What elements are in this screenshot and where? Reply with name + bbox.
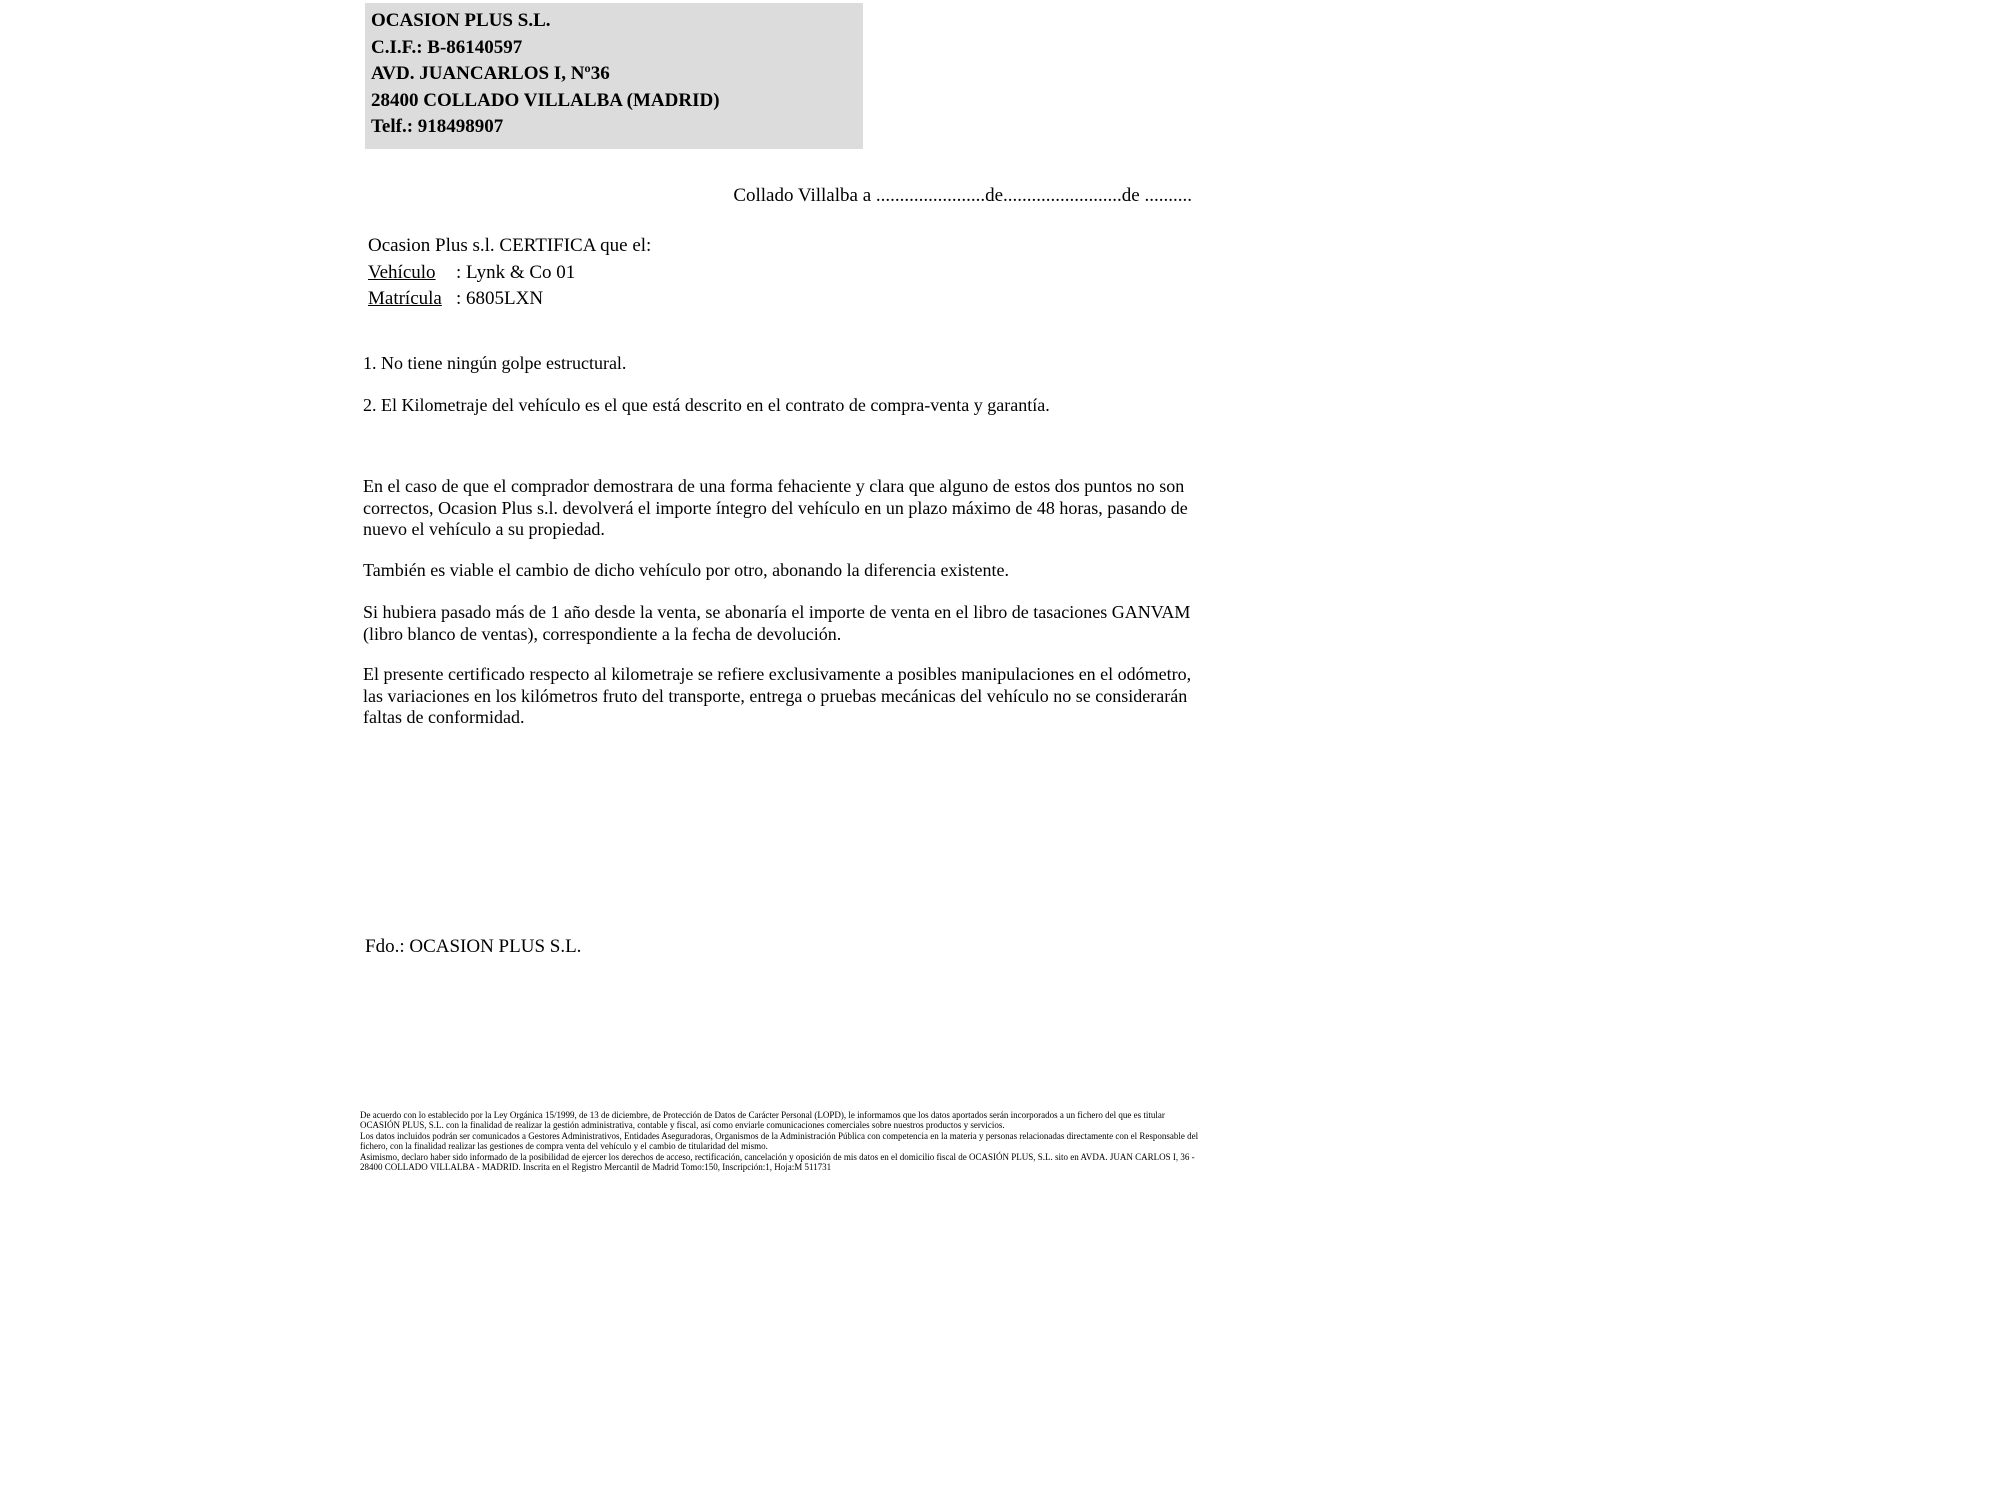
vehicle-label-cell bbox=[368, 260, 456, 287]
body-paragraph-4: El presente certificado respecto al kilometraje se refiere exclusivamente a posibles manipulaciones en el odómetro, las variaciones en los kilómetros fruto del transporte, entrega o pruebas mecánicas del vehículo no se considerarán faltas de conformidad. bbox=[363, 664, 1192, 727]
legal-footer bbox=[360, 1110, 1205, 1172]
body-paragraph-2: También es viable el cambio de dicho vehículo por otro, abonando la diferencia existente. bbox=[363, 560, 1010, 580]
plate-label: Matrícula bbox=[368, 288, 442, 309]
certificate-intro: Ocasion Plus s.l. CERTIFICA que el: bbox=[368, 235, 652, 256]
certificate-block bbox=[368, 233, 651, 313]
vehicle-value: : Lynk & Co 01 bbox=[456, 261, 576, 283]
legal-paragraph-3: Asimismo, declaro haber sido informado de la posibilidad de ejercer los derechos de acceso, rectificación, cancelación y oposición de mis datos en el domicilio fiscal de OCASIÓN PLUS, S.L. sito en AVDA. JUAN CARLOS I, 36 - 28400 COLLADO VILLALBA - MADRID. Inscrita en el Registro Mercantil de Madrid Tomo:150, Inscripción:1, Hoja:M 511731 bbox=[360, 1151, 1195, 1173]
company-phone: Telf.: 918498907 bbox=[371, 116, 504, 137]
company-name: OCASION PLUS S.L. bbox=[371, 10, 551, 31]
point-2: 2. El Kilometraje del vehículo es el que está descrito en el contrato de compra-venta y garantía. bbox=[363, 395, 1050, 415]
body-paragraph-1: En el caso de que el comprador demostrara de una forma fehaciente y clara que alguno de estos dos puntos no son correctos, Ocasion Plus s.l. devolverá el importe íntegro del vehículo en un plazo máximo de 48 horas, pasando de nuevo el vehículo a su propiedad. bbox=[363, 476, 1188, 539]
body-paragraph-3: Si hubiera pasado más de 1 año desde la venta, se abonaría el importe de venta en el libro de tasaciones GANVAM (libro blanco de ventas), correspondiente a la fecha de devolución. bbox=[363, 602, 1191, 644]
company-header-box bbox=[365, 3, 863, 149]
company-address: AVD. JUANCARLOS I, Nº36 bbox=[371, 63, 610, 84]
vehicle-row bbox=[368, 260, 651, 287]
plate-row bbox=[368, 286, 651, 313]
company-cif: C.I.F.: B-86140597 bbox=[371, 36, 523, 58]
date-line: Collado Villalba a .......................de.........................de .......... bbox=[733, 185, 1192, 206]
signature-line: Fdo.: OCASION PLUS S.L. bbox=[365, 936, 582, 957]
plate-label-cell bbox=[368, 286, 456, 313]
legal-paragraph-1: De acuerdo con lo establecido por la Ley Orgánica 15/1999, de 13 de diciembre, de Protección de Datos de Carácter Personal (LOPD), le informamos que los datos aportados serán incorporados a un fichero del que es titular OCASIÓN PLUS, S.L. con la finalidad de realizar la gestión administrativa, contable y fiscal, así como enviarle comunicaciones comerciales sobre nuestros productos y servicios. bbox=[360, 1110, 1165, 1131]
company-city: 28400 COLLADO VILLALBA (MADRID) bbox=[371, 89, 720, 111]
point-1: 1. No tiene ningún golpe estructural. bbox=[363, 353, 627, 373]
vehicle-label: Vehículo bbox=[368, 261, 436, 283]
legal-paragraph-2: Los datos incluidos podrán ser comunicados a Gestores Administrativos, Entidades Aseguradoras, Organismos de la Administración Pública con competencia en la materia y personas relacionadas directamente con el Responsable del fichero, con la finalidad realizar las gestiones de compra venta del vehículo y el cambio de titularidad del mismo. bbox=[360, 1130, 1199, 1152]
plate-value: : 6805LXN bbox=[456, 288, 544, 309]
